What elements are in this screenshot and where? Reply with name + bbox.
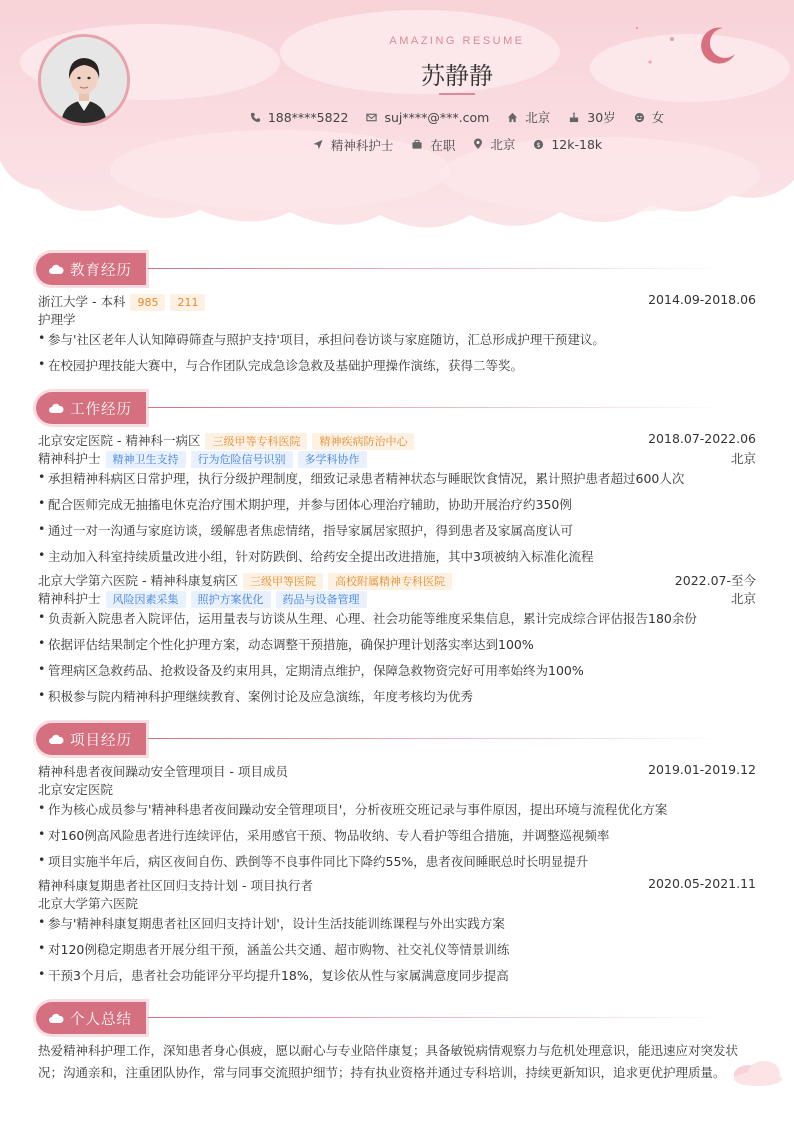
role-tag: 多学科协作	[298, 451, 367, 468]
list-item: • 负责新入院患者入院评估，运用量表与访谈从生理、心理、社会功能等维度采集信息，累计完成综合评估报告180余份	[38, 609, 758, 627]
list-item: • 承担精神科病区日常护理，执行分级护理制度，细致记录患者精神状态与睡眠饮食情况，累计照护患者超过600人次	[38, 469, 758, 487]
project-header	[38, 876, 756, 894]
work-header	[38, 431, 756, 450]
project-title: 精神科患者夜间躁动安全管理项目 - 项目成员	[38, 764, 288, 779]
section-summary	[36, 1002, 726, 1034]
cloud-decoration-icon	[728, 1055, 786, 1087]
section-title: 工作经历	[70, 401, 132, 418]
list-item: • 在校园护理技能大赛中，与合作团队完成急诊急救及基础护理操作演练，获得二等奖。	[38, 356, 758, 374]
project-header	[38, 762, 756, 780]
work-city: 北京	[730, 451, 756, 466]
section-education	[36, 253, 726, 285]
role-tag: 精神卫生支持	[106, 451, 186, 468]
name-divider	[439, 93, 475, 95]
role-tag: 行为危险信号识别	[191, 451, 293, 468]
org-tag: 三级甲等医院	[243, 573, 323, 590]
org-tag: 高校附属精神专科医院	[328, 573, 452, 590]
gender-text: 女	[651, 110, 665, 125]
org-tag: 三级甲等专科医院	[205, 433, 307, 450]
section-project	[36, 723, 726, 755]
section-title: 项目经历	[70, 732, 132, 749]
contact-row	[0, 108, 794, 126]
list-item: • 通过一对一沟通与家庭访谈，缓解患者焦虑情绪，指导家属居家照护，得到患者及家属高度认可	[38, 521, 758, 539]
role-name: 精神科护士	[38, 451, 101, 466]
list-item: • 对160例高风险患者进行连续评估，采用感官干预、物品收纳、专人看护等组合措施，并调整巡视频率	[38, 826, 758, 844]
section-title: 个人总结	[70, 1011, 132, 1028]
role-tag: 药品与设备管理	[276, 591, 367, 608]
list-item: • 干预3个月后，患者社会功能评分平均提升18%，复诊依从性与家属满意度同步提高	[38, 966, 758, 984]
project-title: 精神科康复期患者社区回归支持计划 - 项目执行者	[38, 878, 313, 893]
work-period: 2022.07-至今	[674, 573, 756, 588]
position-text: 精神科护士	[330, 137, 394, 153]
phone-text[interactable]: 188****5822	[267, 109, 349, 125]
city-text: 北京	[525, 110, 551, 125]
phone-icon	[250, 112, 261, 123]
age-text: 30岁	[587, 110, 616, 125]
project-org: 北京大学第六医院	[38, 896, 139, 911]
list-item: • 依据评估结果制定个性化护理方案，动态调整干预措施，确保护理计划落实率达到100%	[38, 635, 758, 653]
list-item: • 配合医师完成无抽搐电休克治疗围术期护理，并参与团体心理治疗辅助，协助开展治疗约350例	[38, 495, 758, 513]
money-icon	[533, 139, 544, 150]
location-text: 北京	[490, 137, 516, 152]
list-item: • 积极参与院内精神科护理继续教育、案例讨论及应急演练，年度考核均为优秀	[38, 687, 758, 705]
org-name: 北京安定医院 - 精神科一病区	[38, 433, 201, 448]
role-tag: 风险因素采集	[106, 591, 186, 608]
salary-text: 12k-18k	[551, 137, 603, 152]
home-icon	[507, 112, 518, 123]
project-org: 北京安定医院	[38, 782, 114, 797]
role-name: 精神科护士	[38, 591, 101, 606]
pin-icon	[473, 138, 483, 150]
send-icon	[312, 139, 324, 150]
section-title: 教育经历	[70, 262, 132, 279]
org-name: 北京大学第六医院 - 精神科康复病区	[38, 573, 238, 588]
list-item: • 参与'精神科康复期患者社区回归支持计划'，设计生活技能训练课程与外出实践方案	[38, 914, 758, 932]
cloud-icon	[48, 403, 64, 414]
candidate-name: 苏静静	[421, 62, 493, 90]
cloud-icon	[48, 264, 64, 275]
project-period: 2020.05-2021.11	[648, 876, 756, 891]
section-work	[36, 392, 726, 424]
section-divider	[148, 1017, 728, 1018]
school-name: 浙江大学 - 本科	[38, 294, 126, 309]
section-badge	[36, 253, 146, 285]
work-header	[38, 571, 756, 590]
section-badge	[36, 1002, 146, 1034]
major: 护理学	[38, 312, 76, 327]
school-tag: 211	[170, 294, 205, 311]
gender-icon	[634, 112, 645, 123]
school-tag: 985	[130, 294, 165, 311]
work-period: 2018.07-2022.06	[648, 431, 756, 446]
list-item: • 主动加入科室持续质量改进小组，针对防跌倒、给药安全提出改进措施，其中3项被纳入标准化流程	[38, 547, 758, 565]
list-item: • 对120例稳定期患者开展分组干预，涵盖公共交通、超市购物、社交礼仪等情景训练	[38, 940, 758, 958]
job-intent-row	[0, 135, 794, 154]
list-item: • 管理病区急救药品、抢救设备及约束用具，定期清点维护，保障急救物资完好可用率始终为100%	[38, 661, 758, 679]
tagline: AMAZING RESUME	[389, 35, 525, 47]
list-item: • 项目实施半年后，病区夜间自伤、跌倒等不良事件同比下降约55%，患者夜间睡眠总时长明显提升	[38, 852, 758, 870]
org-tag: 精神疾病防治中心	[312, 433, 414, 450]
education-header	[38, 292, 756, 311]
section-divider	[148, 407, 728, 408]
summary-text: 热爱精神科护理工作，深知患者身心俱疲，愿以耐心与专业陪伴康复；具备敏锐病情观察力与危机处理意识，能迅速应对突发状况；沟通亲和，注重团队协作，常与同事交流照护细节；持有执业资格并通过专科培训，持续更新知识，追求更优护理质量。	[38, 1043, 739, 1080]
cake-icon	[568, 112, 580, 123]
list-item: • 作为核心成员参与'精神科患者夜间躁动安全管理项目'，分析夜班交班记录与事件原因，提出环境与流程优化方案	[38, 800, 758, 818]
svg-text:$: $	[536, 140, 541, 149]
email-text[interactable]: suj****@***.com	[384, 109, 490, 125]
cloud-icon	[48, 734, 64, 745]
work-role-row	[38, 449, 756, 468]
work-city: 北京	[730, 591, 756, 606]
cloud-icon	[48, 1013, 64, 1024]
section-badge	[36, 392, 146, 424]
list-item: • 参与'社区老年人认知障碍筛查与照护支持'项目，承担问卷访谈与家庭随访，汇总形成护理干预建议。	[38, 330, 758, 348]
mail-icon	[366, 112, 377, 123]
status-text: 在职	[430, 137, 456, 153]
project-period: 2019.01-2019.12	[648, 762, 756, 777]
role-tag: 照护方案优化	[191, 591, 271, 608]
education-period: 2014.09-2018.06	[648, 292, 756, 307]
section-divider	[148, 268, 728, 269]
work-role-row	[38, 589, 756, 608]
briefcase-icon	[411, 139, 423, 150]
section-divider	[148, 738, 728, 739]
section-badge	[36, 723, 146, 755]
